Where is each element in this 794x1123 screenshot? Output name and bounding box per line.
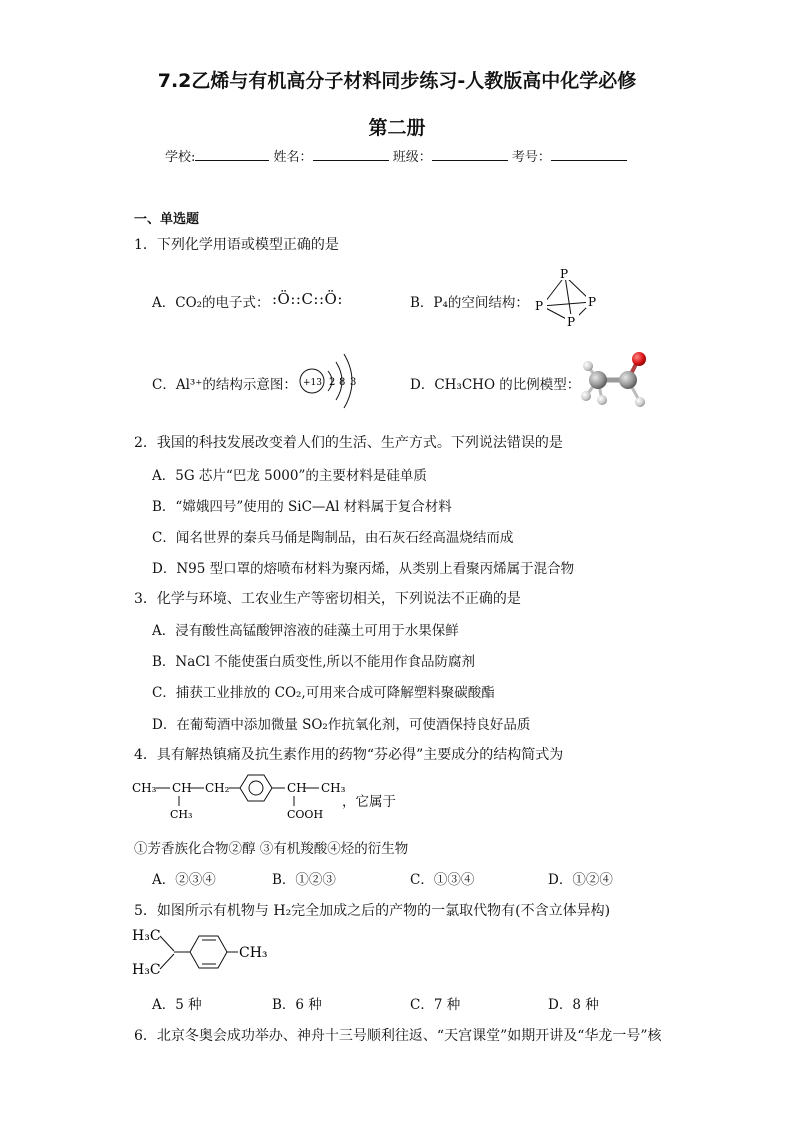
shell-1-electrons: 2	[329, 377, 336, 388]
q6-stem: 6．北京冬奥会成功举办、神舟十三号顺利往返、“天宫课堂”如期开讲及“华龙一号”核	[134, 1028, 662, 1044]
q4-option-a: A．②③④	[152, 872, 216, 888]
shell-3-electrons: 3	[350, 377, 357, 388]
shell-2-electrons: 8	[339, 377, 346, 388]
ibu-ch3-below: CH₃	[170, 808, 193, 821]
q4-suffix: ，它属于	[342, 794, 396, 810]
school-label: 学校:	[165, 150, 196, 165]
student-info-row	[165, 146, 627, 165]
q5-stem: 5．如图所示有机物与 H₂完全加成之后的产物的一氯取代物有(不含立体异构)	[134, 903, 611, 919]
acetaldehyde-space-filling-model	[578, 350, 652, 414]
page-title-line2: 第二册	[368, 117, 426, 139]
q3-option-a: A．浸有酸性高锰酸钾溶液的硅藻土可用于水果保鲜	[152, 623, 459, 639]
p4-atom-right: P	[588, 295, 597, 309]
number-label: 考号：	[511, 150, 551, 165]
p4-atom-left: P	[535, 299, 544, 313]
q1-option-c: C．Al³⁺的结构示意图：	[152, 377, 297, 393]
class-label: 班级：	[392, 150, 432, 165]
q1-option-a: A．CO₂的电子式：	[152, 295, 270, 311]
q2-option-a: A．5G 芯片“巴龙 5000”的主要材料是硅单质	[152, 468, 427, 484]
ibu-ch3-left: CH₃	[132, 781, 157, 795]
class-field[interactable]	[432, 148, 508, 161]
name-label: 姓名：	[273, 150, 313, 165]
p4-atom-bottom: P	[567, 315, 576, 329]
q5-option-a: A．5 种	[152, 997, 202, 1013]
q5-option-b: B．6 种	[272, 997, 322, 1013]
ibu-ch3-right: CH₃	[321, 781, 346, 795]
h3c-top: H₃C	[132, 928, 161, 944]
q1-option-b: B．P₄的空间结构：	[410, 295, 529, 311]
q4-items: ①芳香族化合物②醇 ③有机羧酸④烃的衍生物	[134, 841, 409, 857]
q5-option-c: C．7 种	[410, 997, 461, 1013]
q4-option-b: B．①②③	[272, 872, 336, 888]
q2-option-c: C．闻名世界的秦兵马俑是陶制品，由石灰石经高温烧结而成	[152, 530, 514, 546]
section-heading: 一、单选题	[134, 212, 200, 227]
q3-option-c: C．捕获工业排放的 CO₂,可用来合成可降解塑料聚碳酸酯	[152, 685, 495, 701]
q4-option-c: C．①③④	[410, 872, 475, 888]
ibu-cooh: COOH	[287, 808, 324, 821]
p4-atom-top: P	[560, 267, 569, 281]
terpinene-structure	[132, 924, 292, 982]
q1-option-d: D．CH₃CHO 的比例模型：	[410, 377, 581, 393]
q3-option-b: B．NaCl 不能使蛋白质变性,所以不能用作食品防腐剂	[152, 654, 476, 670]
nucleus-charge: +13	[303, 378, 322, 388]
al-ion-structure-diagram	[298, 346, 368, 416]
ibu-ch-right: CH	[287, 781, 307, 795]
q5-option-d: D．8 种	[548, 997, 599, 1013]
p4-tetrahedron-diagram	[528, 262, 608, 334]
ibu-ch: CH	[172, 781, 192, 795]
q2-stem: 2．我国的科技发展改变着人们的生活、生产方式。下列说法错误的是	[134, 435, 563, 451]
q4-option-d: D．①②④	[548, 872, 613, 888]
number-field[interactable]	[551, 148, 627, 161]
q1-stem: 1．下列化学用语或模型正确的是	[134, 237, 339, 253]
q3-stem: 3．化学与环境、工农业生产等密切相关，下列说法不正确的是	[134, 591, 521, 607]
school-field[interactable]	[195, 148, 269, 161]
q2-option-b: B．“嫦娥四号”使用的 SiC—Al 材料属于复合材料	[152, 499, 452, 515]
q4-stem: 4．具有解热镇痛及抗生素作用的药物“芬必得”主要成分的结构简式为	[134, 747, 564, 763]
q1-option-a-formula: :Ö::C::Ö:	[272, 290, 343, 308]
ch3-right: CH₃	[239, 945, 268, 961]
q2-option-d: D．N95 型口罩的熔喷布材料为聚丙烯，从类别上看聚丙烯属于混合物	[152, 561, 575, 577]
h3c-bottom: H₃C	[132, 962, 161, 978]
q3-option-d: D．在葡萄酒中添加微量 SO₂作抗氧化剂，可使酒保持良好品质	[152, 717, 531, 733]
ibu-ch2: CH₂	[205, 781, 230, 795]
name-field[interactable]	[313, 148, 389, 161]
page-title-line1: 7.2乙烯与有机高分子材料同步练习-人教版高中化学必修	[157, 70, 637, 92]
